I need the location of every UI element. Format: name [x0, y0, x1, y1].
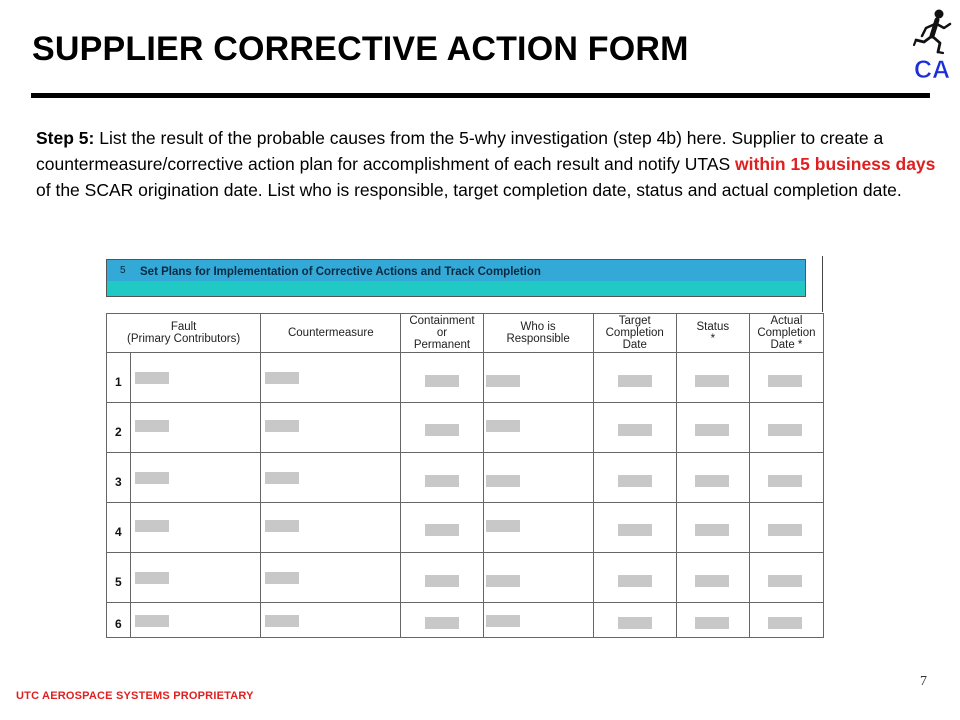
- responsible-field[interactable]: [486, 475, 520, 487]
- fault-field[interactable]: [135, 520, 169, 532]
- running-figure-icon: [914, 10, 950, 54]
- target-date-field[interactable]: [618, 617, 652, 629]
- actual-date-field[interactable]: [768, 575, 802, 587]
- form-section-header: [106, 259, 806, 297]
- actual-date-field[interactable]: [768, 524, 802, 536]
- responsible-field[interactable]: [486, 615, 520, 627]
- row-number: 6: [115, 617, 122, 631]
- row-number: 1: [115, 375, 122, 389]
- page-number: 7: [920, 674, 927, 689]
- corrective-action-table: [106, 313, 824, 638]
- col-target-date: Target Completion Date: [593, 314, 676, 353]
- target-date-field[interactable]: [618, 424, 652, 436]
- target-date-field[interactable]: [618, 524, 652, 536]
- form-section-header-bottom: [107, 281, 805, 297]
- table-row: [107, 453, 824, 503]
- step-label: Step 5:: [36, 128, 95, 148]
- containment-field[interactable]: [425, 575, 459, 587]
- fault-field[interactable]: [135, 472, 169, 484]
- fault-field[interactable]: [135, 615, 169, 627]
- responsible-field[interactable]: [486, 420, 520, 432]
- countermeasure-field[interactable]: [265, 372, 299, 384]
- containment-field[interactable]: [425, 524, 459, 536]
- table-row: [107, 503, 824, 553]
- containment-field[interactable]: [425, 475, 459, 487]
- countermeasure-field[interactable]: [265, 615, 299, 627]
- status-field[interactable]: [695, 375, 729, 387]
- status-field[interactable]: [695, 424, 729, 436]
- table-row: [107, 403, 824, 453]
- status-field[interactable]: [695, 524, 729, 536]
- responsible-field[interactable]: [486, 520, 520, 532]
- instructions-text-1: List the result of the probable causes from the 5-why investigation (step 4b) here. Supplier to create a countermeasure/corrective action plan for accomplishment of each result and notify UTAS: [36, 128, 884, 174]
- col-actual-date: Actual Completion Date *: [749, 314, 823, 353]
- countermeasure-field[interactable]: [265, 572, 299, 584]
- ca-logo: [906, 6, 958, 86]
- section-title: Set Plans for Implementation of Corrective Actions and Track Completion: [140, 266, 541, 278]
- col-who-responsible: Who is Responsible: [483, 314, 593, 353]
- containment-field[interactable]: [425, 375, 459, 387]
- row-number: 4: [115, 525, 122, 539]
- row-number: 3: [115, 475, 122, 489]
- responsible-field[interactable]: [486, 575, 520, 587]
- containment-field[interactable]: [425, 424, 459, 436]
- col-countermeasure: Countermeasure: [261, 314, 401, 353]
- ca-logo-text: CA: [913, 56, 951, 84]
- status-field[interactable]: [695, 617, 729, 629]
- table-row: [107, 553, 824, 603]
- actual-date-field[interactable]: [768, 375, 802, 387]
- page-title: SUPPLIER CORRECTIVE ACTION FORM: [32, 30, 689, 68]
- fault-field[interactable]: [135, 372, 169, 384]
- table-row: [107, 353, 824, 403]
- containment-field[interactable]: [425, 617, 459, 629]
- form-section-header-top: [107, 260, 805, 281]
- row-number: 2: [115, 425, 122, 439]
- col-containment: Containment or Permanent: [401, 314, 483, 353]
- col-status: Status *: [676, 314, 749, 353]
- status-field[interactable]: [695, 575, 729, 587]
- actual-date-field[interactable]: [768, 475, 802, 487]
- instructions-paragraph: [36, 125, 936, 203]
- countermeasure-field[interactable]: [265, 472, 299, 484]
- table-header-row: [107, 314, 824, 353]
- col-fault: Fault (Primary Contributors): [107, 314, 261, 353]
- title-divider: [31, 93, 930, 98]
- instructions-text-2: of the SCAR origination date. List who is responsible, target completion date, status and actual completion date.: [36, 180, 902, 200]
- target-date-field[interactable]: [618, 575, 652, 587]
- actual-date-field[interactable]: [768, 617, 802, 629]
- countermeasure-field[interactable]: [265, 520, 299, 532]
- fault-field[interactable]: [135, 572, 169, 584]
- footer-proprietary-notice: UTC AEROSPACE SYSTEMS PROPRIETARY: [16, 690, 254, 702]
- status-field[interactable]: [695, 475, 729, 487]
- section-number: 5: [120, 265, 126, 276]
- target-date-field[interactable]: [618, 475, 652, 487]
- actual-date-field[interactable]: [768, 424, 802, 436]
- row-number: 5: [115, 575, 122, 589]
- header-border-line: [822, 256, 823, 312]
- countermeasure-field[interactable]: [265, 420, 299, 432]
- target-date-field[interactable]: [618, 375, 652, 387]
- responsible-field[interactable]: [486, 375, 520, 387]
- table-row: [107, 603, 824, 638]
- deadline-highlight: within 15 business days: [735, 154, 936, 174]
- fault-field[interactable]: [135, 420, 169, 432]
